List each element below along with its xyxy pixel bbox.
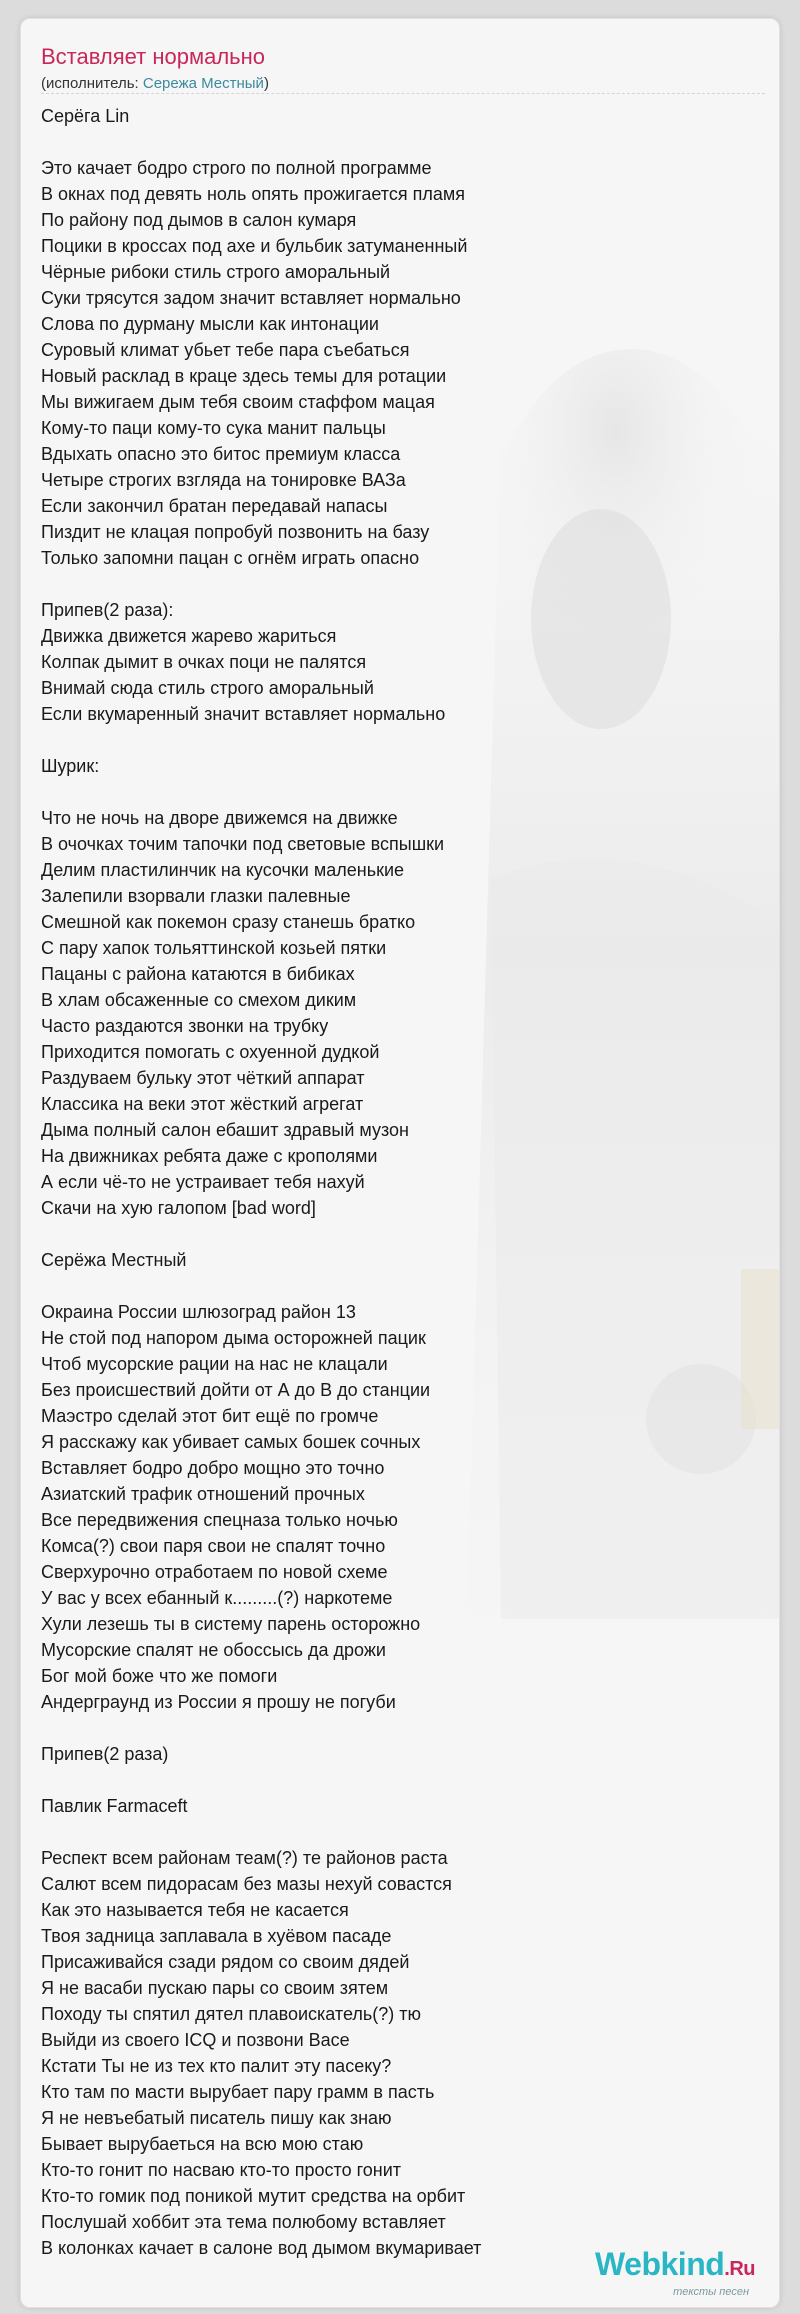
artist-prefix: (исполнитель:	[41, 75, 143, 92]
song-title: Вставляет нормально	[41, 44, 266, 69]
lyric-line: С пару хапок тольяттинской козьей пятки	[41, 938, 387, 958]
lyric-line: Твоя задница заплавала в хуёвом пасаде	[41, 1926, 392, 1946]
lyric-line: Кто там по масти вырубает пару грамм в пасть	[41, 2082, 435, 2102]
lyric-line: Маэстро сделай этот бит ещё по громче	[41, 1406, 379, 1426]
lyric-line: В колонках качает в салоне вод дымом вкумаривает	[41, 2238, 482, 2258]
lyric-line: Кому-то паци кому-то сука манит пальцы	[41, 418, 386, 438]
lyric-line: А если чё-то не устраивает тебя нахуй	[41, 1172, 365, 1192]
lyric-line: Новый расклад в краце здесь темы для ротации	[41, 366, 447, 386]
lyric-line: В окнах под девять ноль опять прожигается пламя	[41, 184, 465, 204]
lyric-line: Колпак дымит в очках поци не палятся	[41, 652, 367, 672]
lyric-line: Все передвижения спецназа только ночью	[41, 1510, 398, 1530]
lyrics-card	[20, 18, 780, 2308]
lyric-line: Раздуваем бульку этот чёткий аппарат	[41, 1068, 365, 1088]
lyric-line: Хули лезешь ты в систему парень осторожно	[41, 1614, 421, 1634]
lyric-line: Это качает бодро строго по полной программе	[41, 158, 432, 178]
lyric-line: Слова по дурману мысли как интонации	[41, 314, 379, 334]
lyric-line: Смешной как покемон сразу станешь братко	[41, 912, 416, 932]
lyric-line: Выйди из своего ICQ и позвони Васе	[41, 2030, 350, 2050]
lyric-line: Бог мой боже что же помоги	[41, 1666, 278, 1686]
lyric-line: Бывает вырубаеться на всю мою стаю	[41, 2134, 364, 2154]
lyric-line: Если вкумаренный значит вставляет нормально	[41, 704, 446, 724]
lyric-line: Суровый климат убьет тебе пара съебаться	[41, 340, 410, 360]
lyric-line: Мусорские спалят не обоссысь да дрожи	[41, 1640, 386, 1660]
artist-line	[41, 75, 759, 93]
site-logo[interactable]	[555, 2246, 755, 2298]
lyric-line: Скачи на хую галопом [bad word]	[41, 1198, 316, 1218]
lyric-line: Шурик:	[41, 756, 100, 776]
lyric-line	[41, 1715, 741, 1741]
lyric-line	[41, 129, 741, 155]
lyric-line: Классика на веки этот жёсткий агрегат	[41, 1094, 364, 1114]
lyric-line: Я не невъебатый писатель пишу как знаю	[41, 2108, 392, 2128]
lyric-line	[41, 1221, 741, 1247]
artist-suffix: )	[263, 75, 269, 92]
lyric-line: Кто-то гомик под поникой мутит средства на орбит	[41, 2186, 466, 2206]
lyric-line: У вас у всех ебанный к.........(?) наркотеме	[41, 1588, 393, 1608]
lyric-line: Павлик Farmaceft	[41, 1796, 188, 1816]
lyric-line: Я не васаби пускаю пары со своим зятем	[41, 1978, 389, 1998]
lyric-line: Припев(2 раза):	[41, 600, 174, 620]
lyric-line: Внимай сюда стиль строго аморальный	[41, 678, 374, 698]
lyric-line: Чёрные рибоки стиль строго аморальный	[41, 262, 391, 282]
song-header	[41, 43, 759, 93]
logo-main-text: Webkind	[595, 2246, 725, 2282]
header-divider	[41, 93, 765, 94]
lyric-line: По району под дымов в салон кумаря	[41, 210, 357, 230]
lyric-line: Движка движется жарево жариться	[41, 626, 337, 646]
lyric-line: Пацаны с района катаются в бибиках	[41, 964, 355, 984]
lyric-line: Пиздит не клацая попробуй позвонить на базу	[41, 522, 430, 542]
lyrics-body	[41, 103, 741, 2261]
lyric-line: Если закончил братан передавай напасы	[41, 496, 388, 516]
lyric-line	[41, 727, 741, 753]
lyric-line: Кстати Ты не из тех кто палит эту пасеку?	[41, 2056, 392, 2076]
lyric-line: Без происшествий дойти от А до В до станции	[41, 1380, 431, 1400]
lyric-line: Походу ты спятил дятел плавоискатель(?) тю	[41, 2004, 422, 2024]
logo-suffix: .Ru	[724, 2258, 755, 2280]
lyric-line	[41, 571, 741, 597]
lyric-line: Что не ночь на дворе движемся на движке	[41, 808, 398, 828]
lyric-line: Окраина России шлюзоград район 13	[41, 1302, 356, 1322]
lyric-line	[41, 1767, 741, 1793]
lyric-line: Не стой под напором дыма осторожней пацик	[41, 1328, 426, 1348]
lyric-line: Присаживайся сзади рядом со своим дядей	[41, 1952, 410, 1972]
lyric-line	[41, 1273, 741, 1299]
lyric-line: Дыма полный салон ебашит здравый музон	[41, 1120, 409, 1140]
lyric-line: Как это называется тебя не касается	[41, 1900, 349, 1920]
lyric-line: Только запомни пацан с огнём играть опасно	[41, 548, 420, 568]
lyric-line: Вдыхать опасно это битос премиум класса	[41, 444, 401, 464]
lyric-line: В очочках точим тапочки под световые вспышки	[41, 834, 445, 854]
lyric-line: Суки трясутся задом значит вставляет нормально	[41, 288, 461, 308]
lyric-line: Четыре строгих взгляда на тонировке ВАЗа	[41, 470, 406, 490]
lyric-line	[41, 779, 741, 805]
lyric-line: Комса(?) свои паря свои не спалят точно	[41, 1536, 386, 1556]
lyric-line: Андерграунд из России я прошу не погуби	[41, 1692, 396, 1712]
lyric-line: Респект всем районам теам(?) те районов раста	[41, 1848, 448, 1868]
lyric-line: Вставляет бодро добро мощно это точно	[41, 1458, 385, 1478]
lyric-line	[41, 1819, 741, 1845]
lyric-line: Послушай хоббит эта тема полюбому вставляет	[41, 2212, 446, 2232]
lyric-line: Серёга Lin	[41, 106, 130, 126]
lyric-line: Серёжа Местный	[41, 1250, 187, 1270]
lyric-line: Сверхурочно отработаем по новой схеме	[41, 1562, 388, 1582]
lyric-line: Мы вижигаем дым тебя своим стаффом мацая	[41, 392, 435, 412]
logo-tagline: тексты песен	[673, 2286, 749, 2298]
lyric-line: В хлам обсаженные со смехом диким	[41, 990, 357, 1010]
logo-wordmark	[555, 2247, 755, 2286]
lyric-line: Поцики в кроссах под ахе и бульбик затуманенный	[41, 236, 468, 256]
lyric-line: Приходится помогать с охуенной дудкой	[41, 1042, 380, 1062]
lyric-line: Я расскажу как убивает самых бошек сочных	[41, 1432, 421, 1452]
lyric-line: На движниках ребята даже с крополями	[41, 1146, 378, 1166]
artist-link[interactable]: Сережа Местный	[142, 75, 264, 92]
lyric-line: Припев(2 раза)	[41, 1744, 169, 1764]
lyric-line: Чтоб мусорские рации на нас не клацали	[41, 1354, 388, 1374]
lyric-line: Залепили взорвали глазки палевные	[41, 886, 351, 906]
lyric-line: Делим пластилинчик на кусочки маленькие	[41, 860, 405, 880]
lyric-line: Азиатский трафик отношений прочных	[41, 1484, 365, 1504]
lyric-line: Кто-то гонит по насваю кто-то просто гонит	[41, 2160, 402, 2180]
lyric-line: Часто раздаются звонки на трубку	[41, 1016, 329, 1036]
lyric-line: Салют всем пидорасам без мазы нехуй совастся	[41, 1874, 452, 1894]
